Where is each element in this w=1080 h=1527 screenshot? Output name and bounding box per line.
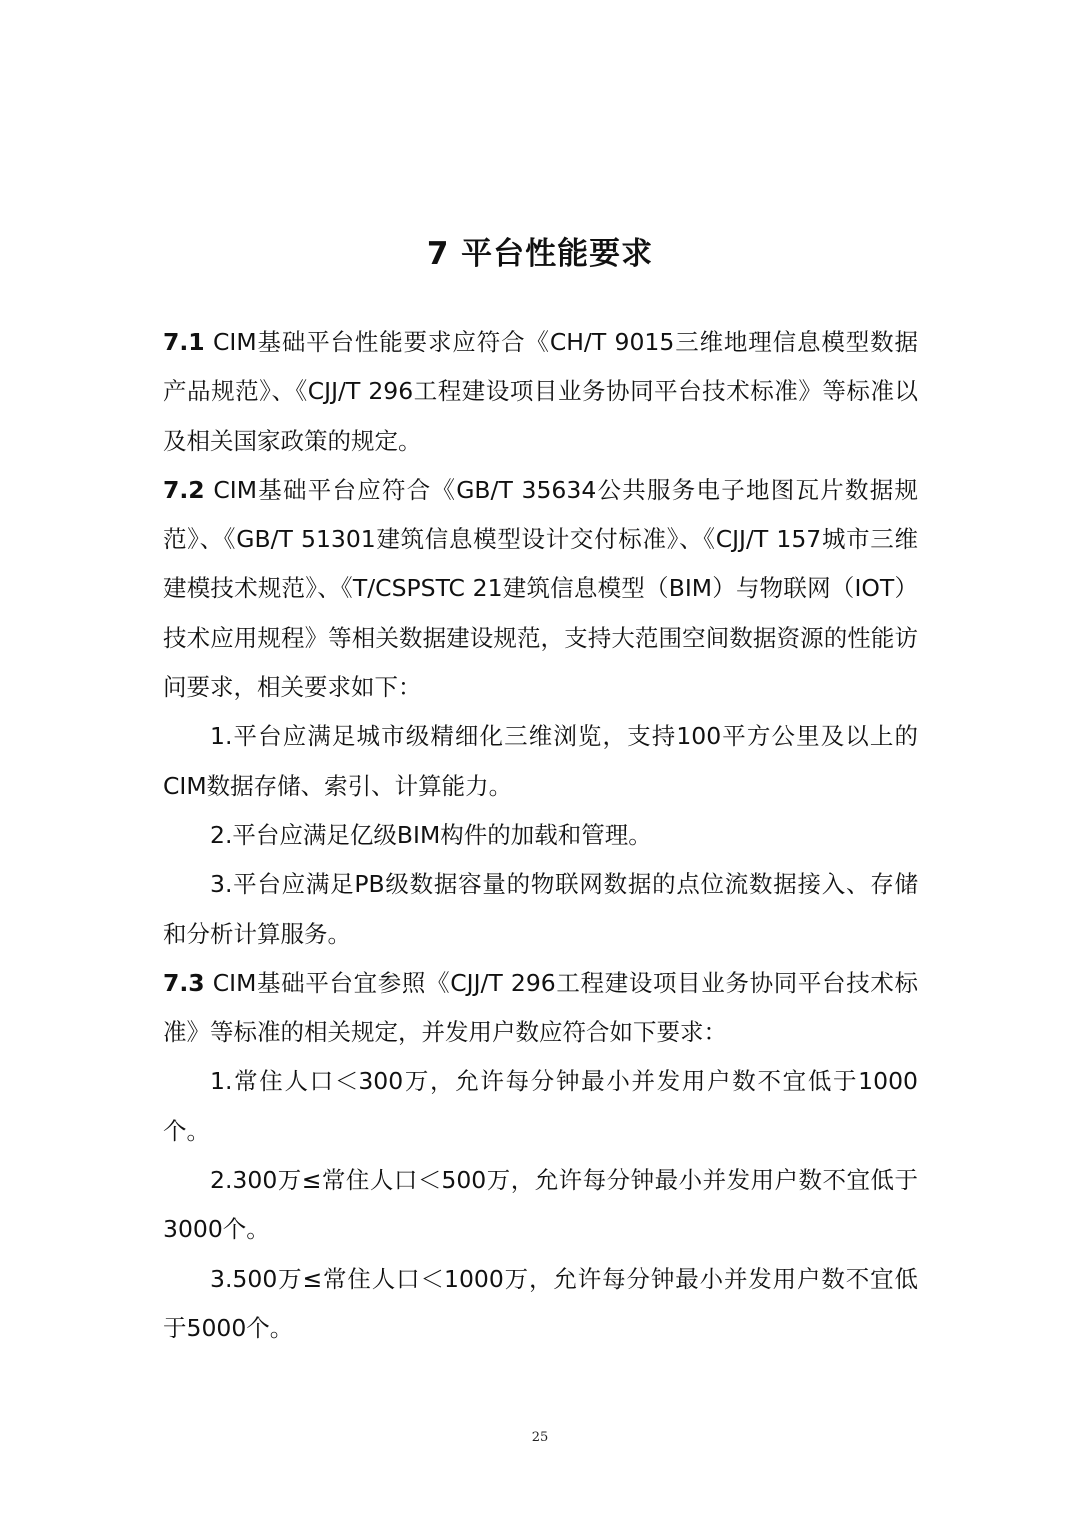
section-text: CIM基础平台性能要求应符合《CH/T 9015三维地理信息模型数据产品规范》、《CJJ/T 296工程建设项目业务协同平台技术标准》等标准以及相关国家政策的规定。: [163, 328, 918, 455]
chapter-title: 7 平台性能要求: [426, 236, 654, 272]
section-number: 7.2: [163, 475, 205, 504]
section-number: 7.3: [163, 968, 205, 997]
section-text: CIM基础平台应符合《GB/T 35634公共服务电子地图瓦片数据规范》、《GB/T 51301建筑信息模型设计交付标准》、《CJJ/T 157城市三维建模技术规范》、《T/CSPSTC 21建筑信息模型（BIM）与物联网（IOT）技术应用规程》等相关数据建设规范，支持大范围空间数据资源的性能访问要求，相关要求如下：: [163, 475, 918, 702]
list-item: 3.500万≤常住人口＜1000万，允许每分钟最小并发用户数不宜低于5000个。: [163, 1264, 918, 1342]
page-number: 25: [531, 1430, 549, 1445]
section-text: CIM基础平台宜参照《CJJ/T 296工程建设项目业务协同平台技术标准》等标准的相关规定，并发用户数应符合如下要求：: [163, 968, 918, 1047]
section-7-2: [163, 466, 918, 712]
section-number: 7.1: [163, 328, 205, 356]
section-7-3: [163, 959, 918, 1058]
list-item: 2.300万≤常住人口＜500万，允许每分钟最小并发用户数不宜低于3000个。: [163, 1166, 918, 1244]
list-item: 1.常住人口＜300万，允许每分钟最小并发用户数不宜低于1000个。: [163, 1067, 918, 1145]
list-item: 2.平台应满足亿级BIM构件的加载和管理。: [210, 820, 652, 849]
document-body: [163, 318, 918, 1353]
list-item: 3.平台应满足PB级数据容量的物联网数据的点位流数据接入、存储和分析计算服务。: [163, 870, 918, 948]
section-7-1: [163, 318, 918, 466]
list-item: 1.平台应满足城市级精细化三维浏览，支持100平方公里及以上的CIM数据存储、索引、计算能力。: [163, 722, 918, 800]
